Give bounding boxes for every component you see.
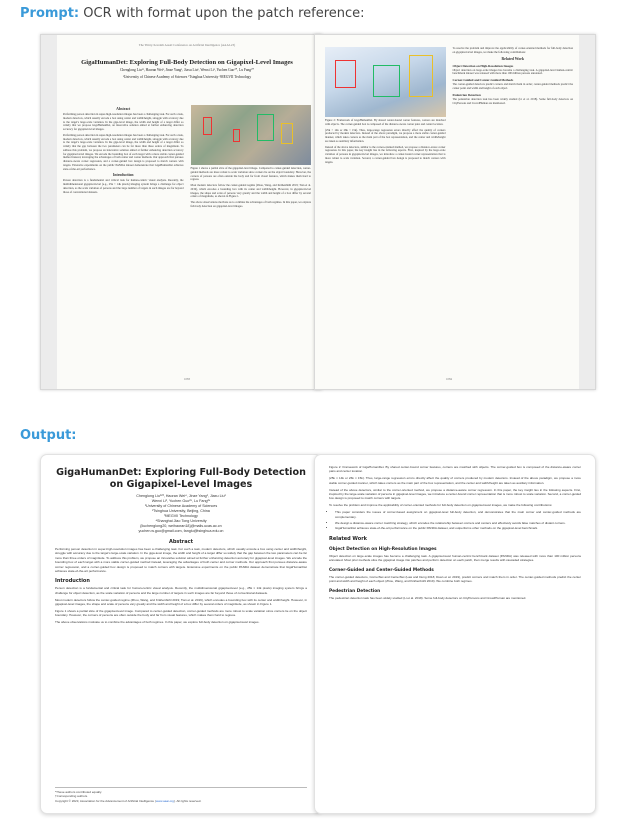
author-line: yuchen.w.guo@gmail.com, fanglu@tsinghua.edu.cn [138,528,224,533]
contribution-list [329,510,581,531]
footnotes [55,787,307,803]
reference-sub2: Corner-Guided and Center-Guided Methods [452,78,514,83]
output-page-right [314,454,596,814]
reference-related-heading: Related Work [501,56,525,61]
reference-body-right: (25k × 14k or 26k × 15k). Thus, large-range regression errors directly affect the quality of corners produced by modern detectors. Instead of the above paradigm, we propose a more stable corner-guided manner, which takes corners as the main part of the box representation, and the center and width/height are taken as auxiliary information. [325,127,446,143]
prompt-text: OCR with format upon the patch reference: [79,6,365,21]
output-authors [55,494,307,534]
reference-abstract-heading: Abstract [116,107,131,111]
author-line: ⁴Shanghai Jiao Tong University [155,518,207,523]
reference-affiliations: ¹University of Chinese Academy of Sciences ²Tsinghua University ³MEGVII Technology [122,74,252,79]
reference-intro: Person detection is a fundamental and critical task for human-centric visual analysis. Recently, the multidimensional gigapixel-level (e.g., 25k × 14k pixels) imaging system brings a challenge for object detection, as the scale variation of persons and the large number of targets in such images are far beyond those of conventional datasets. [63,178,184,194]
prompt-label [20,6,365,21]
aaai-link[interactable]: www.aaai.org [155,798,174,803]
contribution-item: • This paper considers the issues of corner-based assignment on gigapixel-level full-body detection, and demonstrates that the main corner and center-guided methods are complementary. [335,510,581,519]
author-line: Wenxi Li¹, Yuchen Guo²*, Lu Fang²* [151,498,211,503]
subsection-text: The pedestrian detection task has been widely studied (Li et al. 2018). Some full-body detectors on CityPersons and CrowdHuman are mentioned. [329,595,527,600]
reference-body-right-2: Instead of the above detectors, similar to the corner-oriented method, we propose a distance-aware corner regression. In this paper, the key insight lies in the following aspects. First, inspired by the large-scale variation of persons in gigapixel-level images, we introduce a center-bound corner representation that is more robust to scale variation. Second, a corner-guided box design is proposed to match corners with targets. [325,144,446,164]
subsection-text: The corner-guided detectors, CornerNet and CenterNet (Law and Deng 2018; Duan et al. 2019), predict corners and match them in order. The center-guided methods predict the center point and width and height of each object (Zhou, Wang, and Krähenbühl 2019). We combine both regimes. [329,574,581,584]
reference-page-right [314,34,596,390]
reference-authors: Chenglong Liu¹², Haoran Wei³, Jinze Yang¹, Jiaxu Liu¹, Wenxi Li¹, Yuchen Guo²*, Lu Fang²* [120,68,254,73]
reference-body-left: Most modern detectors follow the center-guided regime (Zhou, Wang, and Krähenbühl 2019; Tian et al. 2019), which encodes a bounding box with its center and width/height. However, in gigapixel-level images, the shape and scale of persons vary greatly and the width and height of a box differ by several orders of magnitude, as shown in Figure 1. [190,183,311,199]
body-paragraph: (25k × 14k or 26k × 15k). Thus, large-range regression errors directly affect the quality of corners produced by modern detectors. Instead of the above paradigm, we propose a more stable corner-guided manner, which takes corners as the main part of the box representation, and the center and width/height are taken as auxiliary information. [329,476,581,485]
output-page-left [40,454,322,814]
subsection-heading: Object Detection on High-Resolution Images [329,546,437,552]
author-line: ¹University of Chinese Academy of Sciences [144,503,218,508]
footnote-1: *These authors contributed equally. [55,789,102,794]
body-paragraph: Instead of the above detectors, similar to the corner-oriented method, we propose a distance-aware corner regression. In this paper, the key insight lies in the following aspects. First, inspired by the large-scale variation of persons in gigapixel-level images, we introduce a center-bound corner representation that is more robust to scale variation. Second, a corner-guided box design is proposed to match corners with targets. [329,487,582,501]
reference-body-right-3: To resolve the problem and improve the applicability of corner-oriented methods for full-body detection on gigapixel-level images, we make the following contributions: [452,46,573,54]
reference-abstract-2: Performing person detection in super-high-resolution images has been a challenging task. For such a task, modern detectors, which usually encode a box using center and width/height, struggle with accuracy due to the target's large-scale variation. In the giga-level image, the width and height of a target differ so widely that the gap between the two parameters can be far more than three orders of magnitude. To address this problem, we propose an innovative solution aimed at further enhancing detection accuracy for gigapixel-level images. We encode the bounding box of each target with a more stable corner-guided method instead, leveraging the advantages of both center and corner methods. Our approach first pursues distance-aware corner regression, and a corner-guided box design is proposed to match corners with targets. Extensive experiments on the public PANDA dataset demonstrate that GigaHumanDet achieves state-of-the-art performance. [63,132,184,171]
reference-figure-2 [325,47,446,117]
subsection-text: Object detection on large-scale images has become a challenging task. A gigapixel-level human-centric benchmark dataset (PANDA) was released with more than 100 million persons annotated. Most prior methods slice the gigapixel image into patches and perform detection on each patch, then merge results with cascaded strategies. [329,553,581,563]
contribution-item: • GigaHumanDet achieves state-of-the-art performance on the public PANDA dataset, and outperforms other methods on the gigapixel-level benchmark. [335,526,581,530]
related-work-heading: Related Work [329,535,367,542]
reference-fig1-caption: Figure 1 shows a partial slice of the gigapixel-level image. Compared to center-guided detection, corner-guided methods are more robust to scale variation since corners lie on the object boundary. However, the corners of persons are often outside the body and far from visual features, which makes them hard to regress. [190,166,311,182]
reference-body-left-2: The above observations motivate us to combine the advantages of both regimes. In this paper, we explore full-body detection on gigapixel-level images. [190,200,311,208]
output-label: Output: [20,428,77,443]
author-line: ²Tsinghua University, Beijing, China [152,508,210,513]
reference-page-left [40,34,322,390]
intro-paragraph: The above observations motivate us to combine the advantages of both regimes. In this paper, we explore full-body detection on gigapixel-level images. [55,620,260,625]
output-title: GigaHumanDet: Exploring Full-Body Detection on Gigapixel-Level Images [56,467,306,490]
reference-sub1-text: Object detection on large-scale images has become a challenging task. A gigapixel-level human-centric benchmark dataset was released with more than 100 million persons annotated. [452,67,573,76]
reference-abstract: Performing person detection in super-high-resolution images has been a challenging task. For such a task, modern detectors, which usually encode a box using center and width/height, struggle with accuracy due to the target's large-scale variation. In the giga-level image, the width and height of a target differ so widely that we propose GigaHumanDet, an innovative solution aimed at further enhancing detection accuracy for gigapixel-level images. [63,112,184,131]
abstract-heading: Abstract [168,538,193,545]
author-line: Chenglong Liu¹²³, Haoran Wei⁴, Jinze Yang¹, Jiaxu Liu¹ [136,494,226,498]
subsection-heading: Corner-Guided and Center-Guided Methods [329,567,434,573]
intro-paragraph: Person detection is a fundamental and critical task for human-centric visual analysis. Recently, the multidimensional gigapixel-level (e.g., 25k × 14k pixels) imaging system brings a challenge for object detection, as the scale variation of persons and the large number of targets in such images are far beyond those of conventional datasets. [55,586,307,595]
copyright-line [55,799,307,803]
author-line: ³MEGVII Technology [164,513,198,518]
footnote-2: †Corresponding authors. [55,794,89,799]
body-paragraph: To resolve the problem and improve the applicability of corner-oriented methods for full-body detection on gigapixel-level images, we make the following contributions: [329,503,553,508]
reference-sub1: Object Detection on High-Resolution Images [452,63,514,68]
contribution-item: • We design a distance-aware corner matching strategy, which encodes the relationship between corners and centers and effectively avoids false matches of distant corners. [335,521,581,525]
author-line: {liuchenglong20, weihaoran18}@mails.ucas.ac.cn [140,523,222,528]
reference-page-number-right: 1084 [446,377,452,381]
reference-sub2-text: The corner-guided detectors predict corners and match them in order; center-guided methods predict the center point and width and height of each object. [452,82,573,91]
abstract-text: Performing person detection in super-high-resolution images has been a challenging task. For such a task, modern detectors, which usually encode a box using center and width/height, struggle with accuracy due to the target's large-scale variation. In the giga-level image, the width and height of a target differ so widely that the gap between the two parameters can be far more than three orders of magnitude. To address this problem, we propose an innovative solution aimed at further enhancing detection accuracy for gigapixel-level images. We encode the bounding box of each target with a more stable corner-guided method instead, leveraging the advantages of both center and corner methods. Our approach first pursues distance-aware corner regression, and a corner-guided box design is proposed to match corners with targets. Extensive experiments on the public PANDA dataset demonstrate that GigaHumanDet achieves state-of-the-art performance. [55,546,307,573]
reference-sub3: Pedestrian Detection [452,92,481,97]
binding-shadow [579,35,595,389]
copyright-suffix: ). All rights reserved. [173,798,202,803]
binding-shadow [41,35,57,389]
figure-caption: Figure 2: Framework of GigaHumanDet. By shared center-bound corner features, corners are matched with objects. The corner-guided box is composed of the distance-aware corner pairs and center location. [329,465,581,474]
reference-figure-1 [191,105,312,165]
reference-intro-heading: Introduction [112,173,134,178]
reference-title: GigaHumanDet: Exploring Full-Body Detection on Gigapixel-Level Images [81,59,293,66]
running-head: The Thirty-Seventh AAAI Conference on Artificial Intelligence (AAAI-23) [138,43,236,47]
reference-sub3-text: The pedestrian detection task has been widely studied (Li et al. 2018). Some full-body detectors on CityPersons and CrowdHuman are mentioned. [452,97,573,105]
intro-paragraph: Figure 1 shows a partial slice of the gigapixel-level image. Compared to center-guided detection, corner-guided methods are more robust to scale variation since corners lie on the object boundary. However, the corners of persons are often outside the body and far from visual features, which makes them hard to regress. [55,608,307,618]
reference-fig2-caption: Figure 2: Framework of GigaHumanDet. By shared center-bound corner features, corners are matched with objects. The corner-guided box is composed of the distance-aware corner pairs and center location. [325,118,446,126]
copyright-prefix: Copyright © 2023, Association for the Advancement of Artificial Intelligence ( [55,798,156,803]
intro-heading: Introduction [55,578,90,585]
prompt-key: Prompt: [20,6,80,21]
subsection-heading: Pedestrian Detection [329,588,381,594]
intro-paragraph: Most modern detectors follow the center-guided regime (Zhou, Wang, and Krähenbühl 2019; Tian et al. 2019), which encodes a bounding box with its center and width/height. However, in gigapixel-level images, the shape and scale of persons vary greatly and the width and height of a box differ by several orders of magnitude, as shown in Figure 1. [55,597,307,607]
reference-page-number-left: 1083 [184,377,190,381]
